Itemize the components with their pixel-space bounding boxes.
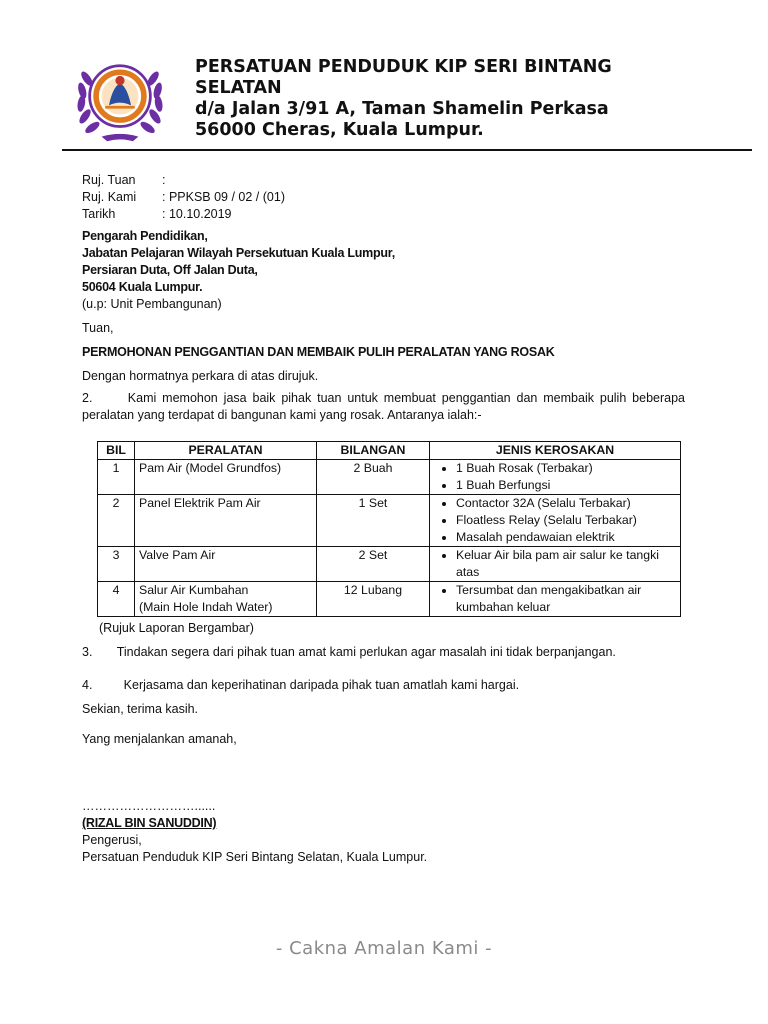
signature-line: ………………………...... bbox=[82, 799, 216, 813]
quantity-cell: 12 Lubang bbox=[317, 582, 430, 617]
letterhead-divider bbox=[62, 149, 752, 151]
reference-value: : PPKSB 09 / 02 / (01) bbox=[162, 190, 285, 204]
damage-cell bbox=[430, 495, 681, 547]
damage-list bbox=[434, 495, 676, 546]
table-row bbox=[98, 460, 681, 495]
recipient-line: Persiaran Duta, Off Jalan Duta, bbox=[82, 263, 258, 277]
column-header-jenis-kerosakan: JENIS KEROSAKAN bbox=[430, 442, 681, 460]
damage-item: • Masalah pendawaian elektrik bbox=[456, 529, 676, 546]
equipment-name-line: Valve Pam Air bbox=[139, 548, 216, 562]
paragraph-3: 3. Tindakan segera dari pihak tuan amat kami perlukan agar masalah ini tidak berpanjangan. bbox=[82, 645, 616, 659]
recipient-line: Jabatan Pelajaran Wilayah Persekutuan Kuala Lumpur, bbox=[82, 246, 395, 260]
equipment-name-line: (Main Hole Indah Water) bbox=[139, 600, 273, 614]
footer-tagline: - Cakna Amalan Kami - bbox=[275, 938, 493, 959]
damage-cell bbox=[430, 582, 681, 617]
paragraph-2: 2. Kami memohon jasa baik pihak tuan untuk membuat penggantian dan membaik pulih beberapa peralatan yang terdapat di bangunan kami yang rosak. Antaranya ialah:- bbox=[82, 391, 685, 422]
row-number-cell: 2 bbox=[98, 495, 135, 547]
equipment-name-line: Salur Air Kumbahan bbox=[139, 583, 249, 597]
equipment-cell bbox=[135, 547, 317, 582]
association-address-line-2: 56000 Cheras, Kuala Lumpur. bbox=[195, 120, 484, 140]
quantity-cell: 2 Buah bbox=[317, 460, 430, 495]
paragraph-4: 4. Kerjasama dan keperihatinan daripada pihak tuan amatlah kami hargai. bbox=[82, 678, 520, 692]
equipment-name-line: Pam Air (Model Grundfos) bbox=[139, 461, 282, 475]
table-body bbox=[98, 460, 681, 617]
recipient-address bbox=[82, 228, 395, 313]
salutation: Tuan, bbox=[82, 321, 114, 335]
damage-cell bbox=[430, 460, 681, 495]
regards-line: Yang menjalankan amanah, bbox=[82, 732, 237, 746]
reference-value: : bbox=[162, 173, 166, 187]
reference-label: Ruj. Kami bbox=[82, 190, 137, 204]
reference-value: : 10.10.2019 bbox=[162, 207, 232, 221]
letter-subject: PERMOHONAN PENGGANTIAN DAN MEMBAIK PULIH PERALATAN YANG ROSAK bbox=[82, 345, 555, 359]
signature-block bbox=[82, 798, 427, 866]
row-number-cell: 1 bbox=[98, 460, 135, 495]
reference-block bbox=[82, 172, 285, 223]
equipment-cell bbox=[135, 460, 317, 495]
row-number-cell: 4 bbox=[98, 582, 135, 617]
closing-line: Sekian, terima kasih. bbox=[82, 702, 199, 716]
table-header-row bbox=[98, 442, 681, 460]
damage-item: • Contactor 32A (Selalu Terbakar) bbox=[456, 495, 676, 512]
reference-label: Tarikh bbox=[82, 207, 116, 221]
letterhead-text bbox=[195, 57, 665, 147]
association-address-line-1: d/a Jalan 3/91 A, Taman Shamelin Perkasa bbox=[195, 99, 609, 119]
damage-list bbox=[434, 547, 676, 581]
reference-row bbox=[82, 206, 285, 223]
equipment-name-line: Panel Elektrik Pam Air bbox=[139, 496, 261, 510]
damage-list bbox=[434, 582, 676, 616]
table-note: (Rujuk Laporan Bergambar) bbox=[99, 621, 254, 635]
table-row bbox=[98, 582, 681, 617]
reference-row bbox=[82, 172, 285, 189]
damage-item: • 1 Buah Berfungsi bbox=[456, 477, 676, 494]
damage-list bbox=[434, 460, 676, 494]
column-header-bil: BIL bbox=[98, 442, 135, 460]
damage-item: • Floatless Relay (Selalu Terbakar) bbox=[456, 512, 676, 529]
recipient-line: Pengarah Pendidikan, bbox=[82, 229, 208, 243]
intro-paragraph: Dengan hormatnya perkara di atas dirujuk. bbox=[82, 369, 319, 383]
table-row bbox=[98, 547, 681, 582]
reference-label: Ruj. Tuan bbox=[82, 173, 136, 187]
equipment-cell bbox=[135, 582, 317, 617]
column-header-bilangan: BILANGAN bbox=[317, 442, 430, 460]
table-row bbox=[98, 495, 681, 547]
recipient-line: 50604 Kuala Lumpur. bbox=[82, 280, 203, 294]
damage-item: • 1 Buah Rosak (Terbakar) bbox=[456, 460, 676, 477]
signatory-title: Pengerusi, bbox=[82, 833, 142, 847]
quantity-cell: 2 Set bbox=[317, 547, 430, 582]
signatory-name: (RIZAL BIN SANUDDIN) bbox=[82, 816, 217, 830]
damage-cell bbox=[430, 547, 681, 582]
equipment-cell bbox=[135, 495, 317, 547]
signatory-organization: Persatuan Penduduk KIP Seri Bintang Selatan, Kuala Lumpur. bbox=[82, 850, 428, 864]
damage-item: • Keluar Air bila pam air salur ke tangki atas bbox=[456, 547, 676, 581]
equipment-table bbox=[97, 441, 681, 617]
quantity-cell: 1 Set bbox=[317, 495, 430, 547]
damage-item: • Tersumbat dan mengakibatkan air kumbahan keluar bbox=[456, 582, 676, 616]
row-number-cell: 3 bbox=[98, 547, 135, 582]
reference-row bbox=[82, 189, 285, 206]
recipient-attention: (u.p: Unit Pembangunan) bbox=[82, 297, 222, 311]
column-header-peralatan: PERALATAN bbox=[135, 442, 317, 460]
association-emblem bbox=[74, 52, 166, 144]
association-name: PERSATUAN PENDUDUK KIP SERI BINTANG SELATAN bbox=[195, 57, 612, 98]
